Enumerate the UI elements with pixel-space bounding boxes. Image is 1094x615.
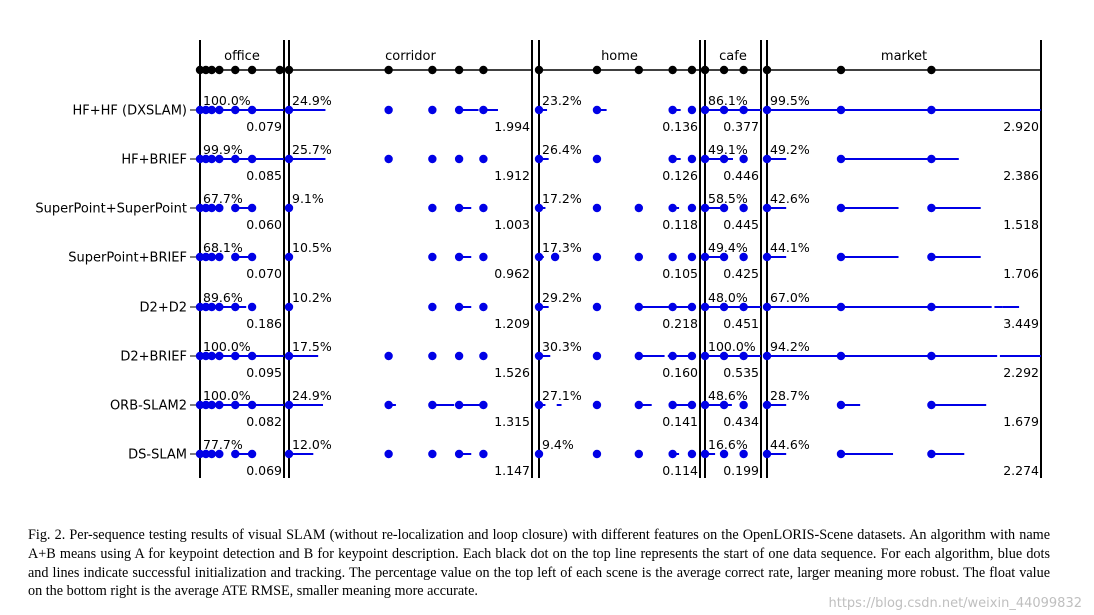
correct-rate-label: 100.0%	[203, 388, 251, 403]
tracking-dot	[248, 450, 256, 458]
algorithm-label: HF+HF (DXSLAM)	[72, 103, 187, 119]
tracking-dot	[688, 352, 696, 360]
sequence-start-dot	[285, 66, 293, 74]
ate-rmse-label: 0.095	[246, 365, 282, 380]
algorithm-label: D2+BRIEF	[120, 349, 187, 365]
ate-rmse-label: 1.518	[1003, 217, 1039, 232]
correct-rate-label: 9.4%	[542, 437, 574, 452]
tracking-dot	[837, 303, 845, 311]
correct-rate-label: 94.2%	[770, 339, 810, 354]
sequence-start-dot	[720, 66, 728, 74]
sequence-start-dot	[208, 66, 216, 74]
tracking-dot	[428, 401, 436, 409]
tracking-dot	[479, 303, 487, 311]
sequence-start-dot	[739, 66, 747, 74]
sequence-start-dot	[927, 66, 935, 74]
scene-headers	[224, 49, 927, 64]
tracking-marks	[196, 106, 1041, 458]
sequence-start-dot	[535, 66, 543, 74]
tracking-dot	[248, 204, 256, 212]
tracking-dot	[479, 450, 487, 458]
ate-rmse-label: 0.114	[662, 463, 698, 478]
tracking-dot	[479, 401, 487, 409]
correct-rate-label: 26.4%	[542, 142, 582, 157]
ate-rmse-label: 0.445	[723, 217, 759, 232]
tracking-dot	[428, 204, 436, 212]
tracking-dot	[428, 303, 436, 311]
tracking-dot	[688, 204, 696, 212]
algorithm-labels	[35, 104, 200, 463]
ate-rmse-label: 0.069	[246, 463, 282, 478]
ate-rmse-label: 0.425	[723, 266, 759, 281]
correct-rate-label: 10.2%	[292, 290, 332, 305]
correct-rate-label: 48.6%	[708, 388, 748, 403]
sequence-start-dot	[479, 66, 487, 74]
tracking-dot	[455, 450, 463, 458]
ate-rmse-label: 0.186	[246, 316, 282, 331]
tracking-dot	[837, 450, 845, 458]
tracking-dot	[428, 106, 436, 114]
correct-rate-label: 16.6%	[708, 437, 748, 452]
ate-rmse-label: 1.706	[1003, 266, 1039, 281]
sequence-start-dot	[231, 66, 239, 74]
correct-rate-label: 100.0%	[203, 339, 251, 354]
sequence-start-dot	[248, 66, 256, 74]
ate-rmse-label: 1.912	[494, 168, 530, 183]
ate-rmse-label: 0.218	[662, 316, 698, 331]
ate-rmse-label: 0.105	[662, 266, 698, 281]
correct-rate-label: 12.0%	[292, 437, 332, 452]
tracking-dot	[635, 450, 643, 458]
tracking-dot	[248, 303, 256, 311]
ate-rmse-label: 0.126	[662, 168, 698, 183]
tracking-dot	[927, 106, 935, 114]
ate-rmse-label: 0.118	[662, 217, 698, 232]
tracking-dot	[927, 253, 935, 261]
tracking-dot	[593, 352, 601, 360]
ate-rmse-label: 0.141	[662, 414, 698, 429]
correct-rate-label: 100.0%	[708, 339, 756, 354]
tracking-dot	[688, 401, 696, 409]
correct-rate-label: 29.2%	[542, 290, 582, 305]
correct-rate-label: 89.6%	[203, 290, 243, 305]
tracking-dot	[927, 352, 935, 360]
value-labels	[203, 93, 1039, 478]
ate-rmse-label: 0.962	[494, 266, 530, 281]
tracking-dot	[668, 450, 676, 458]
ate-rmse-label: 0.160	[662, 365, 698, 380]
ate-rmse-label: 0.446	[723, 168, 759, 183]
correct-rate-label: 44.1%	[770, 240, 810, 255]
tracking-dot	[479, 155, 487, 163]
ate-rmse-label: 2.274	[1003, 463, 1039, 478]
tracking-dot	[927, 155, 935, 163]
tracking-dot	[455, 155, 463, 163]
tracking-dot	[593, 253, 601, 261]
tracking-dot	[635, 303, 643, 311]
tracking-dot	[455, 401, 463, 409]
correct-rate-label: 67.0%	[770, 290, 810, 305]
tracking-dot	[837, 106, 845, 114]
ate-rmse-label: 2.292	[1003, 365, 1039, 380]
sequence-start-dot	[763, 66, 771, 74]
ate-rmse-label: 0.136	[662, 119, 698, 134]
sequence-start-dot	[215, 66, 223, 74]
ate-rmse-label: 2.920	[1003, 119, 1039, 134]
sequence-start-dot	[384, 66, 392, 74]
tracking-dot	[455, 253, 463, 261]
tracking-dot	[635, 253, 643, 261]
sequence-start-dot	[668, 66, 676, 74]
tracking-dot	[668, 106, 676, 114]
algorithm-label: DS-SLAM	[128, 447, 187, 463]
tracking-dot	[384, 450, 392, 458]
correct-rate-label: 23.2%	[542, 93, 582, 108]
correct-rate-label: 28.7%	[770, 388, 810, 403]
tracking-dot	[688, 253, 696, 261]
correct-rate-label: 27.1%	[542, 388, 582, 403]
tracking-dot	[593, 303, 601, 311]
ate-rmse-label: 0.535	[723, 365, 759, 380]
correct-rate-label: 99.9%	[203, 142, 243, 157]
correct-rate-label: 67.7%	[203, 191, 243, 206]
tracking-dot	[248, 253, 256, 261]
correct-rate-label: 44.6%	[770, 437, 810, 452]
tracking-dot	[927, 303, 935, 311]
tracking-dot	[593, 155, 601, 163]
algorithm-label: ORB-SLAM2	[109, 398, 187, 414]
ate-rmse-label: 0.082	[246, 414, 282, 429]
tracking-dot	[635, 352, 643, 360]
correct-rate-label: 24.9%	[292, 388, 332, 403]
tracking-dot	[593, 450, 601, 458]
correct-rate-label: 17.2%	[542, 191, 582, 206]
scene-label: cafe	[719, 49, 747, 64]
tracking-dot	[635, 204, 643, 212]
scene-label: office	[224, 49, 260, 64]
ate-rmse-label: 1.147	[494, 463, 530, 478]
tracking-dot	[688, 303, 696, 311]
ate-rmse-label: 1.526	[494, 365, 530, 380]
correct-rate-label: 17.3%	[542, 240, 582, 255]
tracking-dot	[668, 401, 676, 409]
tracking-dot	[455, 352, 463, 360]
scene-label: home	[601, 49, 638, 64]
algorithm-label: D2+D2	[139, 300, 187, 316]
correct-rate-label: 24.9%	[292, 93, 332, 108]
correct-rate-label: 25.7%	[292, 142, 332, 157]
tracking-dot	[688, 155, 696, 163]
sequence-start-dot	[428, 66, 436, 74]
tracking-dot	[384, 106, 392, 114]
ate-rmse-label: 0.434	[723, 414, 759, 429]
tracking-dot	[384, 401, 392, 409]
tracking-dot	[479, 204, 487, 212]
ate-rmse-label: 1.209	[494, 316, 530, 331]
tracking-dot	[479, 253, 487, 261]
ate-rmse-label: 0.079	[246, 119, 282, 134]
algorithm-label: SuperPoint+BRIEF	[68, 250, 187, 266]
tracking-dot	[837, 155, 845, 163]
ate-rmse-label: 3.449	[1003, 316, 1039, 331]
tracking-dot	[479, 352, 487, 360]
tracking-dot	[668, 204, 676, 212]
tracking-dot	[668, 253, 676, 261]
scene-label: corridor	[385, 49, 436, 64]
sequence-start-dot	[701, 66, 709, 74]
tracking-dot	[635, 401, 643, 409]
ate-rmse-label: 1.994	[494, 119, 530, 134]
correct-rate-label: 49.2%	[770, 142, 810, 157]
tracking-dot	[927, 204, 935, 212]
ate-rmse-label: 0.085	[246, 168, 282, 183]
tracking-dot	[837, 253, 845, 261]
tracking-dot	[668, 303, 676, 311]
scene-label: market	[880, 49, 928, 64]
sequence-start-dot	[635, 66, 643, 74]
ate-rmse-label: 1.679	[1003, 414, 1039, 429]
correct-rate-label: 68.1%	[203, 240, 243, 255]
tracking-dot	[428, 450, 436, 458]
tracking-dot	[428, 253, 436, 261]
figure-caption: Fig. 2. Per-sequence testing results of visual SLAM (without re-localization and loop closure) with different features on the OpenLORIS-Scene datasets. An algorithm with name A+B means using A for keypoint detection and B for keypoint description. Each black dot on the top line represents the start of one data sequence. For each algorithm, blue dots and lines indicate successful initialization and tracking. The percentage value on the top left of each scene is the average correct rate, larger meaning more robust. The float value on the bottom right is the average ATE RMSE, smaller meaning more accurate.	[28, 527, 1050, 600]
tracking-dot	[455, 303, 463, 311]
correct-rate-label: 48.0%	[708, 290, 748, 305]
tracking-dot	[837, 352, 845, 360]
tracking-dot	[455, 106, 463, 114]
ate-rmse-label: 1.315	[494, 414, 530, 429]
correct-rate-label: 77.7%	[203, 437, 243, 452]
correct-rate-label: 17.5%	[292, 339, 332, 354]
correct-rate-label: 30.3%	[542, 339, 582, 354]
tracking-dot	[428, 155, 436, 163]
tracking-dot	[927, 450, 935, 458]
tracking-dot	[428, 352, 436, 360]
tracking-dot	[384, 155, 392, 163]
sequence-start-dot	[837, 66, 845, 74]
tracking-dot	[248, 155, 256, 163]
tracking-dot	[837, 401, 845, 409]
correct-rate-label: 42.6%	[770, 191, 810, 206]
tracking-dot	[688, 106, 696, 114]
tracking-dot	[593, 204, 601, 212]
tracking-dot	[593, 106, 601, 114]
correct-rate-label: 9.1%	[292, 191, 324, 206]
ate-rmse-label: 0.377	[723, 119, 759, 134]
tracking-dot	[927, 401, 935, 409]
ate-rmse-label: 1.003	[494, 217, 530, 232]
ate-rmse-label: 0.060	[246, 217, 282, 232]
ate-rmse-label: 0.451	[723, 316, 759, 331]
tracking-dot	[688, 450, 696, 458]
correct-rate-label: 10.5%	[292, 240, 332, 255]
tracking-dot	[593, 401, 601, 409]
ate-rmse-label: 0.070	[246, 266, 282, 281]
algorithm-label: HF+BRIEF	[121, 152, 187, 168]
correct-rate-label: 49.4%	[708, 240, 748, 255]
tracking-dot	[668, 155, 676, 163]
sequence-start-dot	[593, 66, 601, 74]
sequence-start-dot	[688, 66, 696, 74]
correct-rate-label: 99.5%	[770, 93, 810, 108]
tracking-dot	[455, 204, 463, 212]
tracking-dot	[837, 204, 845, 212]
sequence-start-dot	[455, 66, 463, 74]
tracking-dot	[384, 352, 392, 360]
tracking-dot	[479, 106, 487, 114]
tracking-dot	[668, 352, 676, 360]
correct-rate-label: 49.1%	[708, 142, 748, 157]
watermark: https://blog.csdn.net/weixin_44099832	[828, 596, 1082, 611]
correct-rate-label: 100.0%	[203, 93, 251, 108]
ate-rmse-label: 0.199	[723, 463, 759, 478]
correct-rate-label: 58.5%	[708, 191, 748, 206]
algorithm-label: SuperPoint+SuperPoint	[35, 201, 187, 217]
correct-rate-label: 86.1%	[708, 93, 748, 108]
ate-rmse-label: 2.386	[1003, 168, 1039, 183]
sequence-start-dot	[276, 66, 284, 74]
